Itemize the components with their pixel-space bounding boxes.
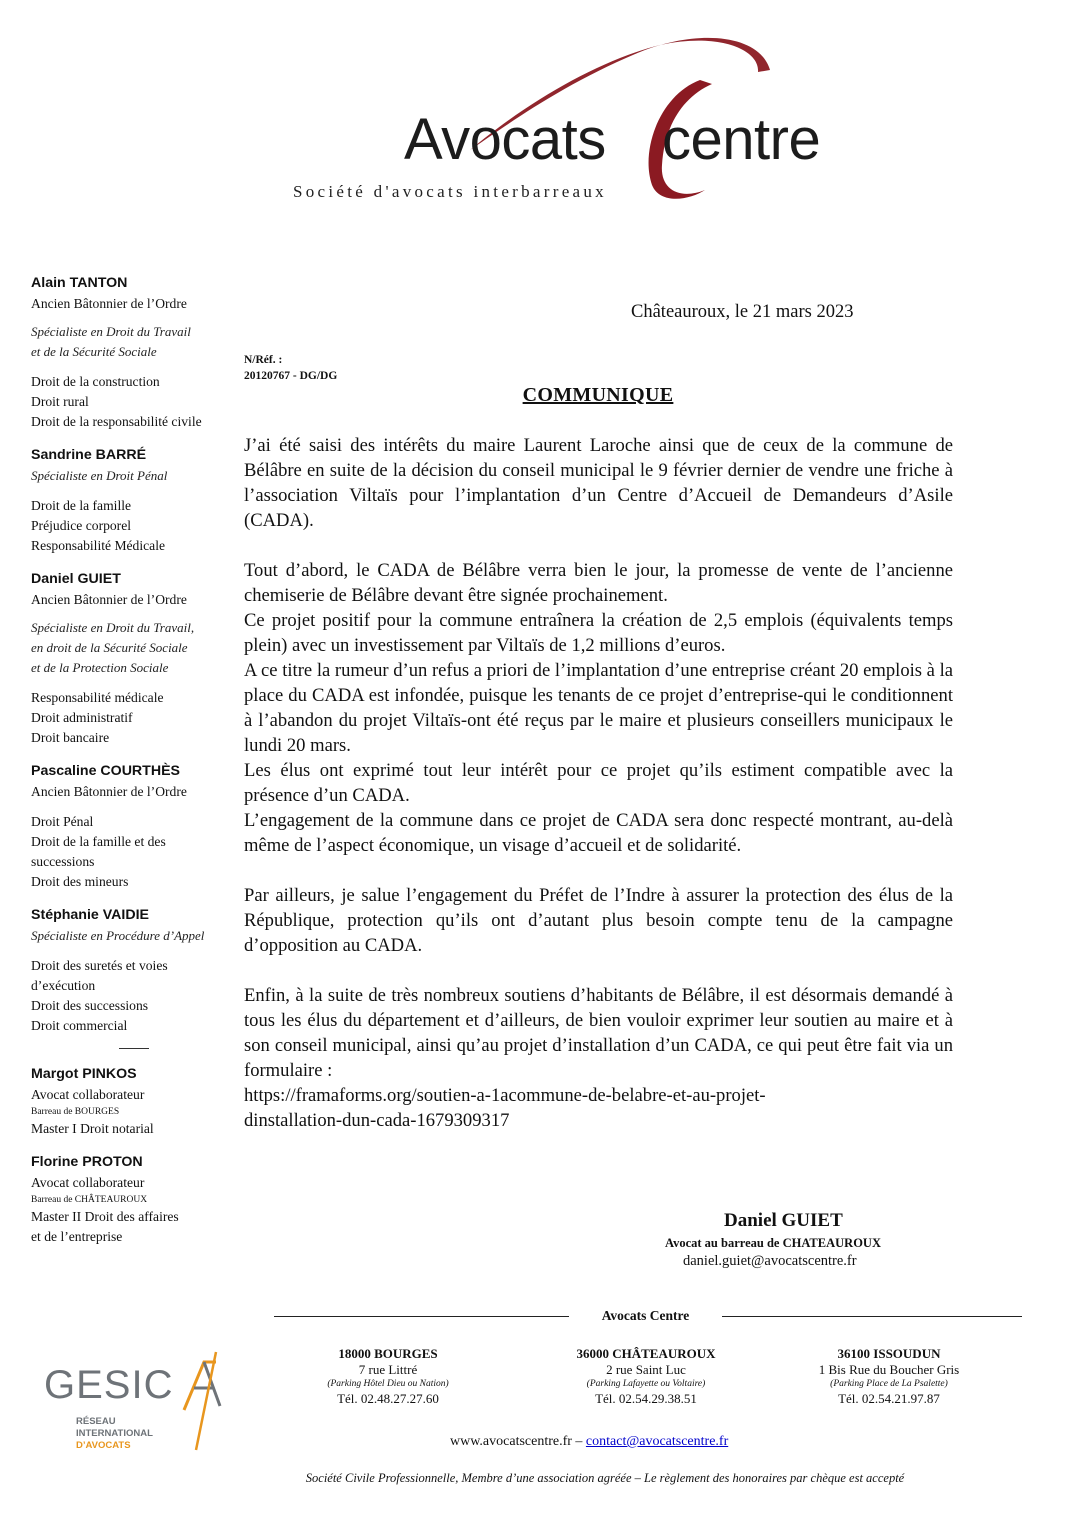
- lawyer-bar: Barreau de CHÂTEAUROUX: [31, 1195, 148, 1205]
- domain-line: Responsabilité Médicale: [31, 538, 166, 553]
- office-street: 2 rue Saint Luc: [606, 1362, 686, 1377]
- reference-label: N/Réf. :: [244, 354, 283, 366]
- lawyer-title: Avocat collaborateur: [31, 1087, 145, 1102]
- svg-text:GESIC: GESIC: [44, 1363, 174, 1407]
- paragraph: A ce titre la rumeur d’un refus a priori de l’implantation d’une entreprise créant 20 emplois à la place du CADA est infondée, puisque les tenants de ce projet d’entreprise-qui le conditionnent à l’abandon du projet Viltaïs-ont été reçus par le maire et plusieurs conseillers municipaux le lundi 20 mars.: [244, 660, 953, 756]
- paragraph: Ce projet positif pour la commune entraînera la création de 2,5 emplois (équivalents temps plein) avec un investissement par Viltaïs de 1,2 millions d’euros.: [244, 610, 953, 656]
- brand-name-avocats: Avocats: [404, 107, 606, 172]
- lawyer-domains: [31, 956, 241, 1036]
- domain-line: Droit des mineurs: [31, 874, 129, 889]
- paragraph: Les élus ont exprimé tout leur intérêt pour ce projet qu’ils estiment compatible avec la présence d’un CADA.: [244, 760, 953, 806]
- lawyer-title: Ancien Bâtonnier de l’Ordre: [31, 296, 187, 311]
- separator: –: [575, 1434, 583, 1449]
- lawyer-title: Avocat collaborateur: [31, 1175, 145, 1190]
- footer-rule: [722, 1316, 1022, 1317]
- domain-line: Droit de la famille: [31, 498, 132, 513]
- footer-rule: [274, 1316, 569, 1317]
- domain-line: Préjudice corporel: [31, 518, 132, 533]
- website-link[interactable]: www.avocatscentre.fr: [450, 1434, 572, 1449]
- lawyer-name: Alain TANTON: [31, 275, 128, 291]
- lawyer-title: Ancien Bâtonnier de l’Ordre: [31, 784, 187, 799]
- lawyer-domains: [31, 812, 241, 892]
- paragraph: Tout d’abord, le CADA de Bélâbre verra bien le jour, la promesse de vente de l’ancienne chemiserie de Bélâbre devant être signée prochainement.: [244, 560, 953, 606]
- specialty-line: en droit de la Sécurité Sociale: [31, 640, 188, 655]
- domain-line: Droit bancaire: [31, 730, 110, 745]
- lawyer-name: Daniel GUIET: [31, 571, 121, 587]
- office-city: 36100 ISSOUDUN: [837, 1346, 941, 1361]
- signatory-email[interactable]: daniel.guiet@avocatscentre.fr: [683, 1253, 857, 1269]
- signatory-bar: Avocat au barreau de CHATEAUROUX: [665, 1236, 881, 1250]
- lawyer-domains: [31, 688, 241, 748]
- domain-line: Droit commercial: [31, 1018, 128, 1033]
- lawyer-title: Ancien Bâtonnier de l’Ordre: [31, 592, 187, 607]
- office-street: 1 Bis Rue du Boucher Gris: [818, 1362, 960, 1377]
- office-phone: Tél. 02.54.21.97.87: [838, 1391, 940, 1406]
- lawyer-name: Florine PROTON: [31, 1154, 143, 1170]
- lawyer-domains: [31, 372, 241, 432]
- lawyer-degree: et de l’entreprise: [31, 1229, 123, 1244]
- lawyer-specialty: [31, 322, 241, 362]
- domain-line: Responsabilité médicale: [31, 690, 164, 705]
- letter-body: [244, 433, 953, 1133]
- gesica-subtitle-line: INTERNATIONAL: [76, 1428, 153, 1439]
- sidebar-divider: [119, 1048, 149, 1049]
- gesica-subtitle-line: RÉSEAU: [76, 1416, 116, 1427]
- lawyer-name: Sandrine BARRÉ: [31, 447, 147, 463]
- lawyer-degree: Master I Droit notarial: [31, 1121, 154, 1136]
- lawyer-specialty: [31, 926, 241, 946]
- domain-line: Droit administratif: [31, 710, 133, 725]
- lawyer-domains: [31, 496, 241, 556]
- lawyer-entry: [31, 760, 241, 892]
- paragraph: Enfin, à la suite de très nombreux soutiens d’habitants de Bélâbre, il est désormais demandé à tous les élus du département et d’ailleurs, de bien vouloir exprimer leur soutien au maire et à son conseil municipal, ainsi qu’au projet d’installation d’un CADA, ce qui peut être fait via un formulaire :: [244, 985, 953, 1081]
- lawyer-bar: Barreau de BOURGES: [31, 1107, 120, 1117]
- office-parking: (Parking Place de La Psalette): [830, 1379, 948, 1389]
- specialty-line: et de la Protection Sociale: [31, 660, 169, 675]
- domain-line: Droit de la famille et des: [31, 834, 166, 849]
- lawyer-entry: [31, 1063, 241, 1139]
- form-url-line[interactable]: dinstallation-dun-cada-1679309317: [244, 1110, 510, 1131]
- lawyer-name: Pascaline COURTHÈS: [31, 763, 181, 779]
- lawyer-specialty: [31, 466, 241, 486]
- office-phone: Tél. 02.54.29.38.51: [595, 1391, 697, 1406]
- domain-line: d’exécution: [31, 978, 96, 993]
- lawyer-entry: [31, 1151, 241, 1247]
- document-title: COMMUNIQUE: [522, 384, 674, 406]
- domain-line: Droit de la responsabilité civile: [31, 414, 202, 429]
- office-city: 18000 BOURGES: [338, 1346, 438, 1361]
- reference-block: [244, 352, 337, 384]
- office-street: 7 rue Littré: [358, 1362, 418, 1377]
- footer-web-line: [450, 1434, 728, 1450]
- paragraph: L’engagement de la commune dans ce projet de CADA sera donc respecté montrant, au-delà même de l’aspect économique, un visage d’accueil et de solidarité.: [244, 810, 953, 856]
- legal-notice: Société Civile Professionnelle, Membre d’une association agréée – Le règlement des honoraires par chèque est accepté: [305, 1471, 905, 1485]
- brand-name-centre: centre: [662, 107, 821, 172]
- office-phone: Tél. 02.48.27.27.60: [337, 1391, 439, 1406]
- office-parking: (Parking Hôtel Dieu ou Nation): [327, 1379, 449, 1389]
- office-chateauroux: [546, 1346, 746, 1407]
- gesica-subtitle-line: D’AVOCATS: [76, 1440, 131, 1451]
- lawyer-specialty: [31, 618, 241, 678]
- lawyer-name: Stéphanie VAIDIE: [31, 907, 149, 923]
- lawyer-entry: [31, 568, 241, 748]
- office-issoudun: [789, 1346, 989, 1407]
- lawyer-entry: [31, 444, 241, 556]
- specialty-line: et de la Sécurité Sociale: [31, 344, 157, 359]
- paragraph: J’ai été saisi des intérêts du maire Laurent Laroche ainsi que de ceux de la commune de Bélâbre en suite de la décision du conseil municipal le 9 février dernier de vendre une friche à l’association Viltaïs pour l’implantation d’un Centre d’Accueil de Demandeurs d’Asile (CADA).: [244, 435, 953, 531]
- lawyer-degree: Master II Droit des affaires: [31, 1209, 179, 1224]
- specialty-line: Spécialiste en Droit du Travail: [31, 324, 191, 339]
- reference-value: 20120767 - DG/DG: [244, 370, 338, 382]
- lawyer-name: Margot PINKOS: [31, 1066, 137, 1082]
- specialty-line: Spécialiste en Procédure d’Appel: [31, 928, 205, 943]
- paragraph: Par ailleurs, je salue l’engagement du Préfet de l’Indre à assurer la protection des élus de la République, protection qu’ils ont d’autant plus besoin compte tenu de la campagne d’opposition au CADA.: [244, 885, 953, 956]
- office-parking: (Parking Lafayette ou Voltaire): [586, 1379, 706, 1389]
- lawyer-entry: [31, 272, 241, 432]
- domain-line: Droit rural: [31, 394, 89, 409]
- form-url-line[interactable]: https://framaforms.org/soutien-a-1acommune-de-belabre-et-au-projet-: [244, 1085, 766, 1106]
- contact-email-link[interactable]: contact@avocatscentre.fr: [585, 1434, 729, 1449]
- lawyer-entry: [31, 904, 241, 1036]
- brand-tagline: Société d'avocats interbarreaux: [293, 182, 607, 201]
- domain-line: Droit des successions: [31, 998, 149, 1013]
- signatory-name: Daniel GUIET: [724, 1210, 843, 1231]
- gesica-network-logo: [44, 1350, 229, 1455]
- lawyers-sidebar: [31, 272, 241, 1259]
- office-city: 36000 CHÂTEAUROUX: [576, 1346, 716, 1361]
- domain-line: Droit de la construction: [31, 374, 160, 389]
- footer-firm-name: Avocats Centre: [601, 1308, 690, 1323]
- domain-line: successions: [31, 854, 95, 869]
- specialty-line: Spécialiste en Droit du Travail,: [31, 620, 195, 635]
- letter-date: Châteauroux, le 21 mars 2023: [631, 302, 854, 322]
- office-bourges: [288, 1346, 488, 1407]
- domain-line: Droit des suretés et voies: [31, 958, 168, 973]
- domain-line: Droit Pénal: [31, 814, 94, 829]
- specialty-line: Spécialiste en Droit Pénal: [31, 468, 168, 483]
